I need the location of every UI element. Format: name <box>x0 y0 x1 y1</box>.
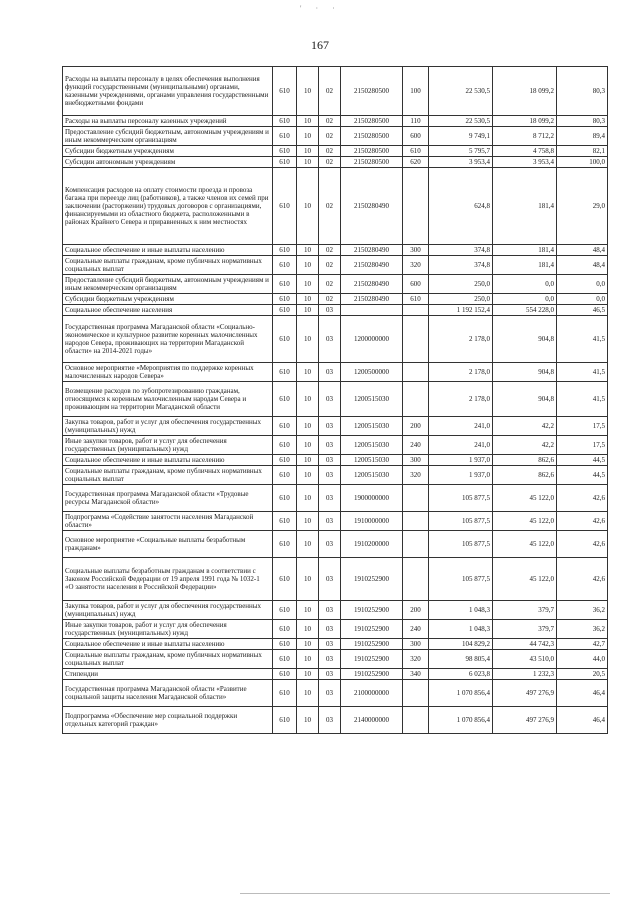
row-name-cell: Подпрограмма «Содействие занятости населения Магаданской области» <box>63 512 273 531</box>
fact-cell: 181,4 <box>493 256 557 275</box>
rz-cell: 10 <box>297 485 319 512</box>
percent-cell: 46,4 <box>557 707 608 734</box>
csr-cell: 1910252900 <box>341 558 403 601</box>
plan-cell: 9 749,1 <box>429 127 493 146</box>
fact-cell: 45 122,0 <box>493 558 557 601</box>
plan-cell: 6 023,8 <box>429 669 493 680</box>
rz-cell: 10 <box>297 639 319 650</box>
row-name-cell: Основное мероприятие «Мероприятия по поддержке коренных малочисленных народов Севера» <box>63 363 273 382</box>
pr-cell: 03 <box>319 512 341 531</box>
csr-cell <box>341 305 403 316</box>
pr-cell: 02 <box>319 67 341 116</box>
percent-cell: 29,0 <box>557 168 608 245</box>
gl-cell: 610 <box>273 455 297 466</box>
percent-cell: 80,3 <box>557 116 608 127</box>
pr-cell: 03 <box>319 455 341 466</box>
rz-cell: 10 <box>297 305 319 316</box>
vr-cell: 600 <box>403 275 429 294</box>
csr-cell: 2150280490 <box>341 275 403 294</box>
plan-cell: 241,0 <box>429 436 493 455</box>
plan-cell: 105 877,5 <box>429 531 493 558</box>
row-name-cell: Предоставление субсидий бюджетным, автономным учреждениям и иным некоммерческим организациям <box>63 275 273 294</box>
pr-cell: 02 <box>319 275 341 294</box>
vr-cell: 610 <box>403 294 429 305</box>
csr-cell: 2150280500 <box>341 157 403 168</box>
row-name-cell: Иные закупки товаров, работ и услуг для обеспечения государственных (муниципальных) нужд <box>63 620 273 639</box>
percent-cell: 42,6 <box>557 558 608 601</box>
page-number: 167 <box>311 38 329 52</box>
vr-cell: 320 <box>403 466 429 485</box>
fact-cell: 904,8 <box>493 316 557 363</box>
row-name-cell: Основное мероприятие «Социальные выплаты безработным гражданам» <box>63 531 273 558</box>
rz-cell: 10 <box>297 116 319 127</box>
table-row <box>63 436 608 455</box>
table-row <box>63 146 608 157</box>
pr-cell: 02 <box>319 256 341 275</box>
gl-cell: 610 <box>273 558 297 601</box>
gl-cell: 610 <box>273 466 297 485</box>
row-name-cell: Социальное обеспечение и иные выплаты населению <box>63 455 273 466</box>
csr-cell: 2150280490 <box>341 294 403 305</box>
csr-cell: 1910252900 <box>341 620 403 639</box>
pr-cell: 02 <box>319 245 341 256</box>
table-row <box>63 639 608 650</box>
table-row <box>63 157 608 168</box>
rz-cell: 10 <box>297 707 319 734</box>
vr-cell: 100 <box>403 67 429 116</box>
table-row <box>63 531 608 558</box>
table-row <box>63 669 608 680</box>
csr-cell: 2150280500 <box>341 127 403 146</box>
fact-cell: 18 099,2 <box>493 67 557 116</box>
csr-cell: 2150280500 <box>341 67 403 116</box>
vr-cell <box>403 512 429 531</box>
rz-cell: 10 <box>297 558 319 601</box>
plan-cell: 250,0 <box>429 294 493 305</box>
table-row <box>63 168 608 245</box>
percent-cell: 48,4 <box>557 256 608 275</box>
csr-cell: 1910000000 <box>341 512 403 531</box>
percent-cell: 42,6 <box>557 485 608 512</box>
table-row <box>63 127 608 146</box>
plan-cell: 1 048,3 <box>429 601 493 620</box>
row-name-cell: Государственная программа Магаданской области «Развитие социальной защиты населения Магаданской области» <box>63 680 273 707</box>
pr-cell: 02 <box>319 127 341 146</box>
rz-cell: 10 <box>297 157 319 168</box>
rz-cell: 10 <box>297 67 319 116</box>
rz-cell: 10 <box>297 256 319 275</box>
rz-cell: 10 <box>297 512 319 531</box>
csr-cell: 1200515030 <box>341 436 403 455</box>
plan-cell: 624,8 <box>429 168 493 245</box>
vr-cell: 240 <box>403 436 429 455</box>
gl-cell: 610 <box>273 245 297 256</box>
csr-cell: 2150280490 <box>341 245 403 256</box>
csr-cell: 2140000000 <box>341 707 403 734</box>
table-row <box>63 485 608 512</box>
csr-cell: 1200515030 <box>341 466 403 485</box>
percent-cell: 17,5 <box>557 436 608 455</box>
vr-cell: 300 <box>403 639 429 650</box>
vr-cell <box>403 168 429 245</box>
plan-cell: 374,8 <box>429 256 493 275</box>
gl-cell: 610 <box>273 256 297 275</box>
fact-cell: 45 122,0 <box>493 485 557 512</box>
fact-cell: 44 742,3 <box>493 639 557 650</box>
percent-cell: 44,5 <box>557 455 608 466</box>
bottom-rule <box>240 893 610 894</box>
rz-cell: 10 <box>297 168 319 245</box>
plan-cell: 22 530,5 <box>429 67 493 116</box>
percent-cell: 44,5 <box>557 466 608 485</box>
pr-cell: 03 <box>319 650 341 669</box>
percent-cell: 36,2 <box>557 620 608 639</box>
pr-cell: 02 <box>319 168 341 245</box>
rz-cell: 10 <box>297 680 319 707</box>
table-row <box>63 466 608 485</box>
table-row <box>63 305 608 316</box>
vr-cell: 620 <box>403 157 429 168</box>
fact-cell: 42,2 <box>493 417 557 436</box>
percent-cell: 80,3 <box>557 67 608 116</box>
gl-cell: 610 <box>273 275 297 294</box>
rz-cell: 10 <box>297 466 319 485</box>
rz-cell: 10 <box>297 601 319 620</box>
vr-cell: 200 <box>403 417 429 436</box>
fact-cell: 18 099,2 <box>493 116 557 127</box>
gl-cell: 610 <box>273 127 297 146</box>
gl-cell: 610 <box>273 363 297 382</box>
csr-cell: 1910252900 <box>341 639 403 650</box>
table-row <box>63 275 608 294</box>
plan-cell: 1 048,3 <box>429 620 493 639</box>
table-row <box>63 620 608 639</box>
vr-cell: 200 <box>403 601 429 620</box>
vr-cell <box>403 531 429 558</box>
plan-cell: 105 877,5 <box>429 512 493 531</box>
rz-cell: 10 <box>297 127 319 146</box>
plan-cell: 5 795,7 <box>429 146 493 157</box>
pr-cell: 02 <box>319 116 341 127</box>
pr-cell: 03 <box>319 601 341 620</box>
fact-cell: 862,6 <box>493 466 557 485</box>
rz-cell: 10 <box>297 531 319 558</box>
row-name-cell: Субсидии автономным учреждениям <box>63 157 273 168</box>
table-row <box>63 601 608 620</box>
row-name-cell: Субсидии бюджетным учреждениям <box>63 146 273 157</box>
plan-cell: 105 877,5 <box>429 558 493 601</box>
fact-cell: 8 712,2 <box>493 127 557 146</box>
gl-cell: 610 <box>273 669 297 680</box>
percent-cell: 44,0 <box>557 650 608 669</box>
vr-cell <box>403 305 429 316</box>
fact-cell: 3 953,4 <box>493 157 557 168</box>
pr-cell: 03 <box>319 485 341 512</box>
table-row <box>63 316 608 363</box>
fact-cell: 1 232,3 <box>493 669 557 680</box>
vr-cell <box>403 316 429 363</box>
fact-cell: 4 758,8 <box>493 146 557 157</box>
gl-cell: 610 <box>273 168 297 245</box>
budget-table <box>62 66 608 734</box>
row-name-cell: Иные закупки товаров, работ и услуг для обеспечения государственных (муниципальных) нужд <box>63 436 273 455</box>
row-name-cell: Закупка товаров, работ и услуг для обеспечения государственных (муниципальных) нужд <box>63 601 273 620</box>
row-name-cell: Государственная программа Магаданской области «Трудовые ресурсы Магаданской области» <box>63 485 273 512</box>
percent-cell: 42,6 <box>557 531 608 558</box>
fact-cell: 379,7 <box>493 620 557 639</box>
fact-cell: 379,7 <box>493 601 557 620</box>
plan-cell: 2 178,0 <box>429 363 493 382</box>
pr-cell: 03 <box>319 305 341 316</box>
fact-cell: 0,0 <box>493 275 557 294</box>
pr-cell: 03 <box>319 316 341 363</box>
pr-cell: 02 <box>319 294 341 305</box>
fact-cell: 181,4 <box>493 245 557 256</box>
rz-cell: 10 <box>297 146 319 157</box>
gl-cell: 610 <box>273 436 297 455</box>
pr-cell: 03 <box>319 707 341 734</box>
row-name-cell: Расходы на выплаты персоналу казенных учреждений <box>63 116 273 127</box>
percent-cell: 0,0 <box>557 294 608 305</box>
gl-cell: 610 <box>273 601 297 620</box>
pr-cell: 03 <box>319 417 341 436</box>
percent-cell: 100,0 <box>557 157 608 168</box>
rz-cell: 10 <box>297 436 319 455</box>
fact-cell: 904,8 <box>493 382 557 417</box>
csr-cell: 1200515030 <box>341 417 403 436</box>
vr-cell: 320 <box>403 650 429 669</box>
pr-cell: 03 <box>319 363 341 382</box>
percent-cell: 41,5 <box>557 363 608 382</box>
row-name-cell: Закупка товаров, работ и услуг для обеспечения государственных (муниципальных) нужд <box>63 417 273 436</box>
fact-cell: 45 122,0 <box>493 531 557 558</box>
csr-cell: 2100000000 <box>341 680 403 707</box>
fact-cell: 0,0 <box>493 294 557 305</box>
percent-cell: 82,1 <box>557 146 608 157</box>
pr-cell: 03 <box>319 382 341 417</box>
pr-cell: 03 <box>319 466 341 485</box>
plan-cell: 241,0 <box>429 417 493 436</box>
table-row <box>63 363 608 382</box>
rz-cell: 10 <box>297 316 319 363</box>
fact-cell: 862,6 <box>493 455 557 466</box>
plan-cell: 374,8 <box>429 245 493 256</box>
gl-cell: 610 <box>273 294 297 305</box>
table-row <box>63 558 608 601</box>
percent-cell: 48,4 <box>557 245 608 256</box>
plan-cell: 1 070 856,4 <box>429 680 493 707</box>
csr-cell: 1910252900 <box>341 650 403 669</box>
scan-marks: ' · · <box>300 4 341 13</box>
gl-cell: 610 <box>273 639 297 650</box>
row-name-cell: Социальные выплаты безработным гражданам в соответствии с Законом Российской Федерации от 19 апреля 1991 года № 1032-1 «О занятости населения в Российской Федерации» <box>63 558 273 601</box>
table-row <box>63 256 608 275</box>
row-name-cell: Социальные выплаты гражданам, кроме публичных нормативных социальных выплат <box>63 466 273 485</box>
gl-cell: 610 <box>273 146 297 157</box>
fact-cell: 45 122,0 <box>493 512 557 531</box>
rz-cell: 10 <box>297 245 319 256</box>
csr-cell: 1200515030 <box>341 455 403 466</box>
table-row <box>63 650 608 669</box>
plan-cell: 1 937,0 <box>429 466 493 485</box>
rz-cell: 10 <box>297 417 319 436</box>
table-row <box>63 382 608 417</box>
table-row <box>63 116 608 127</box>
percent-cell: 46,5 <box>557 305 608 316</box>
table-row <box>63 680 608 707</box>
row-name-cell: Социальное обеспечение и иные выплаты населению <box>63 639 273 650</box>
vr-cell <box>403 558 429 601</box>
plan-cell: 98 805,4 <box>429 650 493 669</box>
plan-cell: 2 178,0 <box>429 316 493 363</box>
rz-cell: 10 <box>297 363 319 382</box>
gl-cell: 610 <box>273 620 297 639</box>
row-name-cell: Социальные выплаты гражданам, кроме публичных нормативных социальных выплат <box>63 650 273 669</box>
rz-cell: 10 <box>297 275 319 294</box>
csr-cell: 1910252900 <box>341 669 403 680</box>
gl-cell: 610 <box>273 67 297 116</box>
row-name-cell: Субсидии бюджетным учреждениям <box>63 294 273 305</box>
pr-cell: 03 <box>319 639 341 650</box>
rz-cell: 10 <box>297 455 319 466</box>
budget-table-body <box>63 67 608 734</box>
csr-cell: 1200515030 <box>341 382 403 417</box>
vr-cell: 300 <box>403 245 429 256</box>
plan-cell: 2 178,0 <box>429 382 493 417</box>
plan-cell: 1 937,0 <box>429 455 493 466</box>
csr-cell: 2150280490 <box>341 168 403 245</box>
pr-cell: 03 <box>319 558 341 601</box>
table-row <box>63 512 608 531</box>
csr-cell: 1910200000 <box>341 531 403 558</box>
row-name-cell: Предоставление субсидий бюджетным, автономным учреждениям и иным некоммерческим организациям <box>63 127 273 146</box>
rz-cell: 10 <box>297 669 319 680</box>
plan-cell: 22 530,5 <box>429 116 493 127</box>
gl-cell: 610 <box>273 512 297 531</box>
row-name-cell: Социальное обеспечение и иные выплаты населению <box>63 245 273 256</box>
row-name-cell: Социальное обеспечение населения <box>63 305 273 316</box>
gl-cell: 610 <box>273 305 297 316</box>
pr-cell: 03 <box>319 436 341 455</box>
csr-cell: 1200000000 <box>341 316 403 363</box>
vr-cell: 610 <box>403 146 429 157</box>
row-name-cell: Расходы на выплаты персоналу в целях обеспечения выполнения функций государственными (муниципальными) органами, казенными учреждениями, органами управления государственными внебюджетными фондами <box>63 67 273 116</box>
fact-cell: 904,8 <box>493 363 557 382</box>
plan-cell: 3 953,4 <box>429 157 493 168</box>
row-name-cell: Подпрограмма «Обеспечение мер социальной поддержки отдельных категорий граждан» <box>63 707 273 734</box>
gl-cell: 610 <box>273 680 297 707</box>
fact-cell: 43 510,0 <box>493 650 557 669</box>
pr-cell: 03 <box>319 680 341 707</box>
percent-cell: 89,4 <box>557 127 608 146</box>
gl-cell: 610 <box>273 116 297 127</box>
pr-cell: 02 <box>319 157 341 168</box>
fact-cell: 42,2 <box>493 436 557 455</box>
percent-cell: 41,5 <box>557 382 608 417</box>
row-name-cell: Компенсация расходов на оплату стоимости проезда и провоза багажа при переезде лиц (работников), а также членов их семей при заключении (расторжении) трудовых договоров с организациями, финансируемыми из областного бюджета, расположенными в районах Крайнего Севера и приравненных к ним местностях <box>63 168 273 245</box>
table-row <box>63 417 608 436</box>
vr-cell <box>403 382 429 417</box>
percent-cell: 46,4 <box>557 680 608 707</box>
rz-cell: 10 <box>297 650 319 669</box>
percent-cell: 0,0 <box>557 275 608 294</box>
plan-cell: 104 829,2 <box>429 639 493 650</box>
csr-cell: 1200500000 <box>341 363 403 382</box>
vr-cell: 600 <box>403 127 429 146</box>
percent-cell: 20,5 <box>557 669 608 680</box>
percent-cell: 42,6 <box>557 512 608 531</box>
table-row <box>63 707 608 734</box>
gl-cell: 610 <box>273 485 297 512</box>
fact-cell: 497 276,9 <box>493 707 557 734</box>
vr-cell <box>403 707 429 734</box>
gl-cell: 610 <box>273 531 297 558</box>
gl-cell: 610 <box>273 316 297 363</box>
vr-cell: 340 <box>403 669 429 680</box>
csr-cell: 1910252900 <box>341 601 403 620</box>
table-row <box>63 67 608 116</box>
gl-cell: 610 <box>273 650 297 669</box>
fact-cell: 181,4 <box>493 168 557 245</box>
plan-cell: 250,0 <box>429 275 493 294</box>
csr-cell: 2150280500 <box>341 116 403 127</box>
csr-cell: 1900000000 <box>341 485 403 512</box>
vr-cell: 300 <box>403 455 429 466</box>
percent-cell: 17,5 <box>557 417 608 436</box>
percent-cell: 41,5 <box>557 316 608 363</box>
pr-cell: 02 <box>319 146 341 157</box>
csr-cell: 2150280490 <box>341 256 403 275</box>
row-name-cell: Государственная программа Магаданской области «Социально-экономическое и культурное развитие коренных малочисленных народов Севера, проживающих на территории Магаданской области» на 2014-2021 годы» <box>63 316 273 363</box>
gl-cell: 610 <box>273 382 297 417</box>
rz-cell: 10 <box>297 382 319 417</box>
table-row <box>63 455 608 466</box>
vr-cell <box>403 363 429 382</box>
row-name-cell: Стипендии <box>63 669 273 680</box>
vr-cell: 320 <box>403 256 429 275</box>
table-row <box>63 245 608 256</box>
fact-cell: 554 228,0 <box>493 305 557 316</box>
rz-cell: 10 <box>297 620 319 639</box>
pr-cell: 03 <box>319 669 341 680</box>
vr-cell: 240 <box>403 620 429 639</box>
rz-cell: 10 <box>297 294 319 305</box>
vr-cell <box>403 680 429 707</box>
csr-cell: 2150280500 <box>341 146 403 157</box>
percent-cell: 36,2 <box>557 601 608 620</box>
vr-cell: 110 <box>403 116 429 127</box>
table-row <box>63 294 608 305</box>
percent-cell: 42,7 <box>557 639 608 650</box>
plan-cell: 1 070 856,4 <box>429 707 493 734</box>
vr-cell <box>403 485 429 512</box>
gl-cell: 610 <box>273 417 297 436</box>
fact-cell: 497 276,9 <box>493 680 557 707</box>
plan-cell: 105 877,5 <box>429 485 493 512</box>
pr-cell: 03 <box>319 531 341 558</box>
pr-cell: 03 <box>319 620 341 639</box>
gl-cell: 610 <box>273 707 297 734</box>
gl-cell: 610 <box>273 157 297 168</box>
row-name-cell: Возмещение расходов по зубопротезированию гражданам, относящимся к коренным малочисленным народам Севера и проживающим на территории Магаданской области <box>63 382 273 417</box>
row-name-cell: Социальные выплаты гражданам, кроме публичных нормативных социальных выплат <box>63 256 273 275</box>
plan-cell: 1 192 152,4 <box>429 305 493 316</box>
